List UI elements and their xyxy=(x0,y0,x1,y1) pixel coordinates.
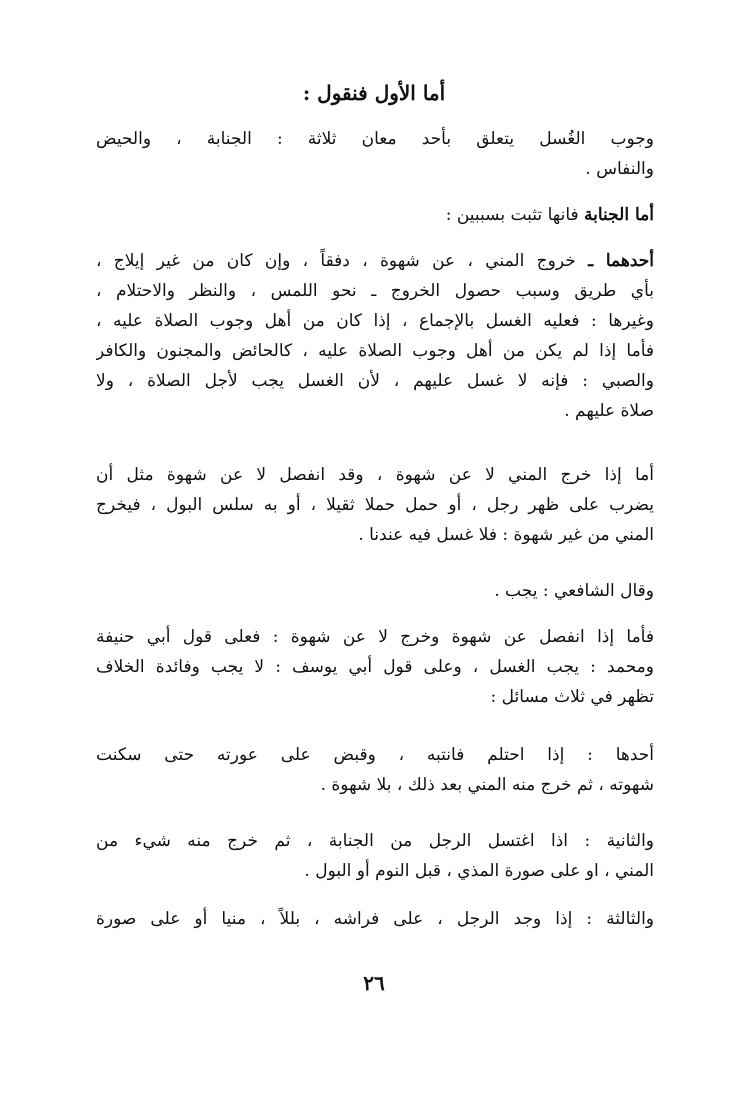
text-line: أما إذا خرج المني لا عن شهوة ، وقد انفصل لا عن شهوة مثل أن xyxy=(96,465,654,485)
paragraph xyxy=(96,740,654,800)
paragraph xyxy=(96,576,654,606)
text-line: وجوب الغُسل يتعلق بأحد معان ثلاثة : الجنابة ، والحيض xyxy=(96,129,654,149)
text-line: المني من غير شهوة : فلا غسل فيه عندنا . xyxy=(358,525,654,545)
section-heading: أما الأول فنقول : xyxy=(302,81,446,105)
text-line: والثالثة : إذا وجد الرجل ، على فراشه ، بللاً ، منيا أو على صورة xyxy=(96,909,654,929)
text-line: والثانية : اذا اغتسل الرجل من الجنابة ، ثم خرج منه شيء من xyxy=(96,831,654,851)
paragraph xyxy=(96,200,654,230)
text-line: المني ، او على صورة المذي ، قبل النوم أو البول . xyxy=(304,861,654,881)
text-line: وقال الشافعي : يجب . xyxy=(494,581,654,601)
text-line: صلاة عليهم . xyxy=(564,401,654,421)
paragraph xyxy=(96,622,654,712)
text-line: فأما إذا لم يكن من أهل وجوب الصلاة عليه ، كالحائض والمجنون والكافر xyxy=(96,341,654,361)
text-line: يضرب على ظهر رجل ، أو حمل حملا ثقيلا ، أو به سلس البول ، فيخرج xyxy=(96,495,654,515)
paragraph xyxy=(96,124,654,184)
text-line: ومحمد : يجب الغسل ، وعلى قول أبي يوسف : لا يجب وفائدة الخلاف xyxy=(96,657,654,677)
bold-lead: أحدهما ـ xyxy=(588,251,654,271)
text-line: أحدها : إذا احتلم فانتبه ، وقبض على عورته حتى سكنت xyxy=(96,745,654,765)
paragraph xyxy=(96,904,654,934)
line-text: خروج المني ، عن شهوة ، دفقاً ، وإن كان من غير إيلاج ، xyxy=(96,251,576,271)
text-line: وغيرها : فعليه الغسل بالإجماع ، إذا كان من أهل وجوب الصلاة عليه ، xyxy=(96,311,654,331)
paragraph xyxy=(96,246,654,426)
text-line xyxy=(96,246,654,276)
paragraph xyxy=(96,826,654,886)
bold-lead: أما الجنابة xyxy=(584,205,654,225)
text-line: تظهر في ثلاث مسائل : xyxy=(490,687,654,707)
line-text: فانها تثبت بسببين : xyxy=(445,205,579,225)
text-line: شهوته ، ثم خرج منه المني بعد ذلك ، بلا شهوة . xyxy=(320,775,654,795)
text-line: والصبي : فإنه لا غسل عليهم ، لأن الغسل يجب لأجل الصلاة ، ولا xyxy=(96,371,654,391)
text-line: فأما إذا انفصل عن شهوة وخرج لا عن شهوة : فعلى قول أبي حنيفة xyxy=(96,627,654,647)
text-line xyxy=(96,200,654,230)
text-line: والنفاس . xyxy=(585,159,654,179)
page-number: ٢٦ xyxy=(363,971,385,995)
paragraph xyxy=(96,460,654,550)
text-line: بأي طريق وسبب حصول الخروج ـ نحو اللمس ، والنظر والاحتلام ، xyxy=(96,281,654,301)
